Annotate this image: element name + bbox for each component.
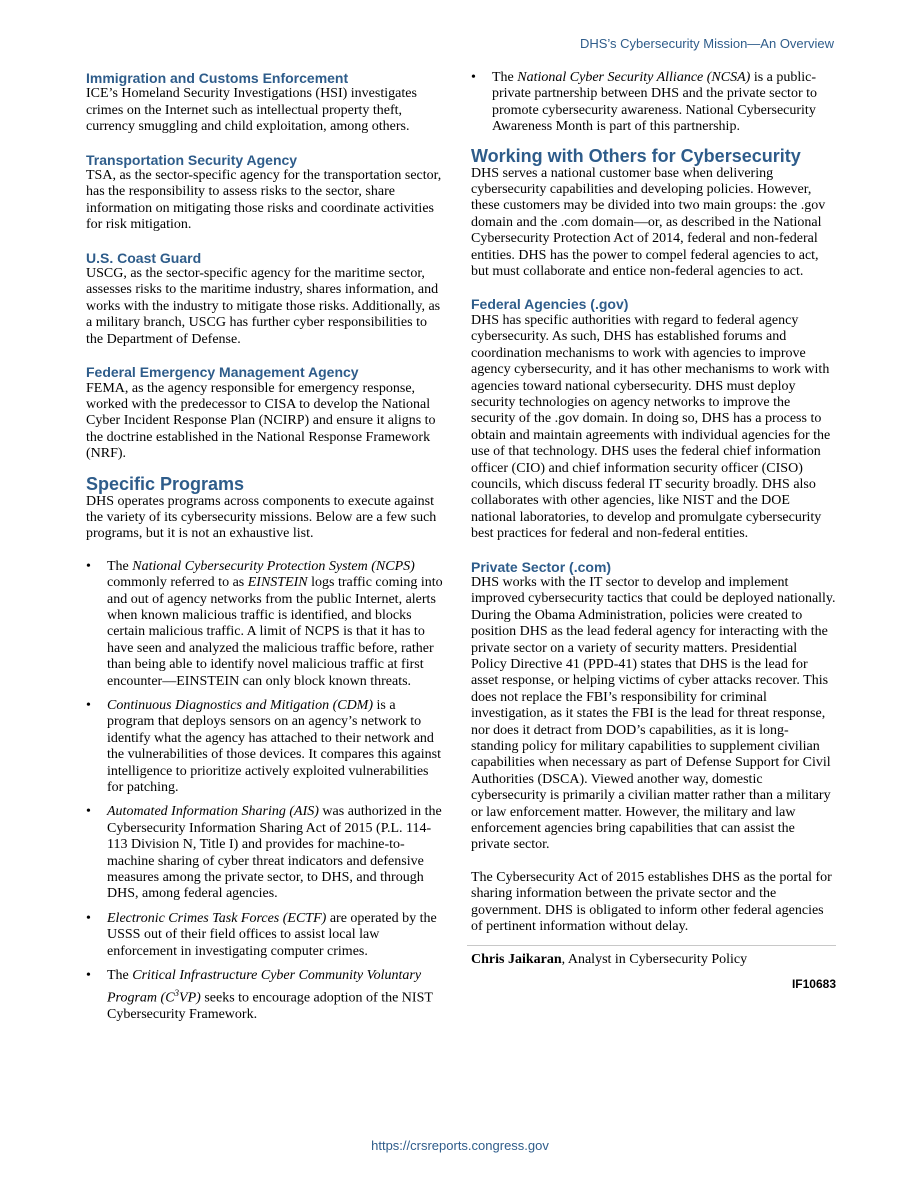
- tsa-heading: Transportation Security Agency: [86, 151, 298, 168]
- list-item-c3vp: • The Critical Infrastructure Cyber Community Voluntary Program $(C^3VP)$ seeks to encourage adoption of the NIST Cybersecurity Framework.: [86, 968, 444, 1023]
- running-header: DHS’s Cybersecurity Mission—An Overview: [579, 36, 834, 51]
- working-section: [471, 146, 836, 281]
- author-title: , Analyst in Cybersecurity Policy: [561, 951, 748, 967]
- list-item-ncps: • The National Cybersecurity Protection System (NCPS) commonly referred to as EINSTEIN logs traffic coming into and out of agency networks from the public Internet, alerts when known malicious traffic is identified, and blocks certain malicious traffic. A limit of NCPS is that it has to have seen and analyzed the malicious traffic before, rather than being able to identify novel malicious traffic at first encounter—EINSTEIN can only block known threats.: [86, 559, 444, 690]
- fema-body: FEMA, as the agency responsible for emergency response, worked with the predecessor to CISA to develop the National Cyber Incident Response Plan (NCIRP) and ensure it aligns to the doctrine established in the National Response Framework (NRF).: [86, 380, 436, 462]
- footer-url[interactable]: https://crsreports.congress.gov: [371, 1138, 549, 1153]
- divider: [467, 945, 836, 946]
- programs-heading: Specific Programs: [86, 473, 245, 494]
- working-heading: Working with Others for Cybersecurity: [471, 145, 801, 166]
- ice-heading: Immigration and Customs Enforcement: [86, 70, 349, 86]
- author-name: Chris Jaikaran: [471, 951, 562, 967]
- private-section: [471, 559, 836, 936]
- ice-section: [86, 70, 444, 136]
- list-item-cdm: • Continuous Diagnostics and Mitigation (CDM) is a program that deploys sensors on an agency’s network to identify what the agency has attached to their network and the vulnerabilities of those devices. It compares this against intelligence to prioritize actively exploited vulnerabilities for patching.: [86, 698, 444, 796]
- private-body: DHS works with the IT sector to develop and implement improved cybersecurity tactics that could be deployed nationally. During the Obama Administration, policies were created to position DHS as the lead federal agency for interacting with the private sector on a variety of security matters. Presidential Policy Directive 41 (PPD-41) states that DHS is the lead for asset response, or helping victims of cyber attacks recover. This does not replace the FBI’s responsibility for criminal investigation, as it states the FBI is the lead for threat response, nor does it detract from DOD’s capabilities, as it is long-standing policy for military capabilities to supplement civilian capabilities when necessary as part of Defense Support for Civil Authorities (DSCA). Viewed another way, domestic cybersecurity is primarily a civilian matter rather than a military or law enforcement matter. However, the military and law enforcement agencies bring capabilities that can assist the private sector.: [471, 574, 836, 853]
- working-body: DHS serves a national customer base when delivering cybersecurity capabilities and developing policies. However, these customers may be divided into two main groups: the .gov domain and the .com domain—or, as described in the National Cybersecurity Protection Act of 2014, federal and non-federal entities. DHS has the power to compel federal agencies to act, but must collaborate and entice non-federal agencies to act.: [471, 165, 826, 280]
- uscg-body: USCG, as the sector-specific agency for the maritime sector, assesses risks to the maritime industry, shares information, and works with the industry to mitigate those risks. Additionally, as a military branch, USCG has further cyber responsibilities to the Department of Defense.: [86, 266, 441, 347]
- right-column: [471, 70, 836, 992]
- programs-section: [86, 474, 444, 1023]
- private-heading: Private Sector (.com): [471, 558, 612, 575]
- federal-body: DHS has specific authorities with regard to federal agency cybersecurity. As such, DHS has established forums and coordination mechanisms to work with agencies to improve agency cybersecurity, and it has other mechanisms to work with agencies toward national cybersecurity. DHS must deploy security technologies on agency networks to improve the security of the .gov domain. In doing so, DHS has a process to obtain and maintain agreements with individual agencies for the use of that technology. DHS uses the federal chief information officer (CIO) and chief information security officer (CISO) councils, which discuss federal IT security broadly. DHS also collaborates with other agencies, like NIST and the DOE national laboratories, to develop and promulgate cybersecurity best practices for federal and non-federal entities.: [471, 312, 831, 542]
- ice-body: ICE’s Homeland Security Investigations (HSI) investigates crimes on the Internet such as intellectual property theft, currency smuggling and child exploitation, among others.: [86, 86, 417, 135]
- fema-section: [86, 364, 444, 462]
- programs-list: [86, 559, 444, 1023]
- fema-heading: Federal Emergency Management Agency: [86, 364, 359, 381]
- left-column: [86, 70, 444, 1031]
- uscg-heading: U.S. Coast Guard: [86, 249, 202, 266]
- author-line: [471, 952, 836, 968]
- federal-section: [471, 296, 836, 542]
- list-item-ncsa: • The National Cyber Security Alliance (NCSA) is a public-private partnership between DHS and the private sector to promote cybersecurity awareness. National Cybersecurity Awareness Month is part of this partnership.: [471, 70, 836, 136]
- private-body-2: The Cybersecurity Act of 2015 establishes DHS as the portal for sharing information between the private sector and the government. DHS is obligated to inform other federal agencies of pertinent information without delay.: [471, 869, 832, 935]
- report-id: IF10683: [791, 976, 836, 991]
- federal-heading: Federal Agencies (.gov): [471, 296, 629, 313]
- list-item-ectf: • Electronic Crimes Task Forces (ECTF) are operated by the USSS out of their field offices to assist local law enforcement in investigating computer crimes.: [86, 911, 444, 960]
- programs-intro: DHS operates programs across components to execute against the variety of its cybersecurity missions. Below are a few such programs, but it is not an exhaustive list.: [86, 493, 437, 542]
- tsa-body: TSA, as the sector-specific agency for the transportation sector, has the responsibility to assess risks to the sector, share information on mitigating those risks and coordinate activities for risk mitigation.: [86, 168, 442, 233]
- ncsa-list: [471, 70, 836, 136]
- uscg-section: [86, 250, 444, 348]
- list-item-ais: • Automated Information Sharing (AIS) was authorized in the Cybersecurity Information Sharing Act of 2015 (P.L. 114-113 Division N, Title I) and provides for machine-to-machine sharing of cyber threat indicators and defensive measures among the private sector, to DHS, and through DHS, among federal agencies.: [86, 804, 444, 902]
- tsa-section: [86, 152, 444, 234]
